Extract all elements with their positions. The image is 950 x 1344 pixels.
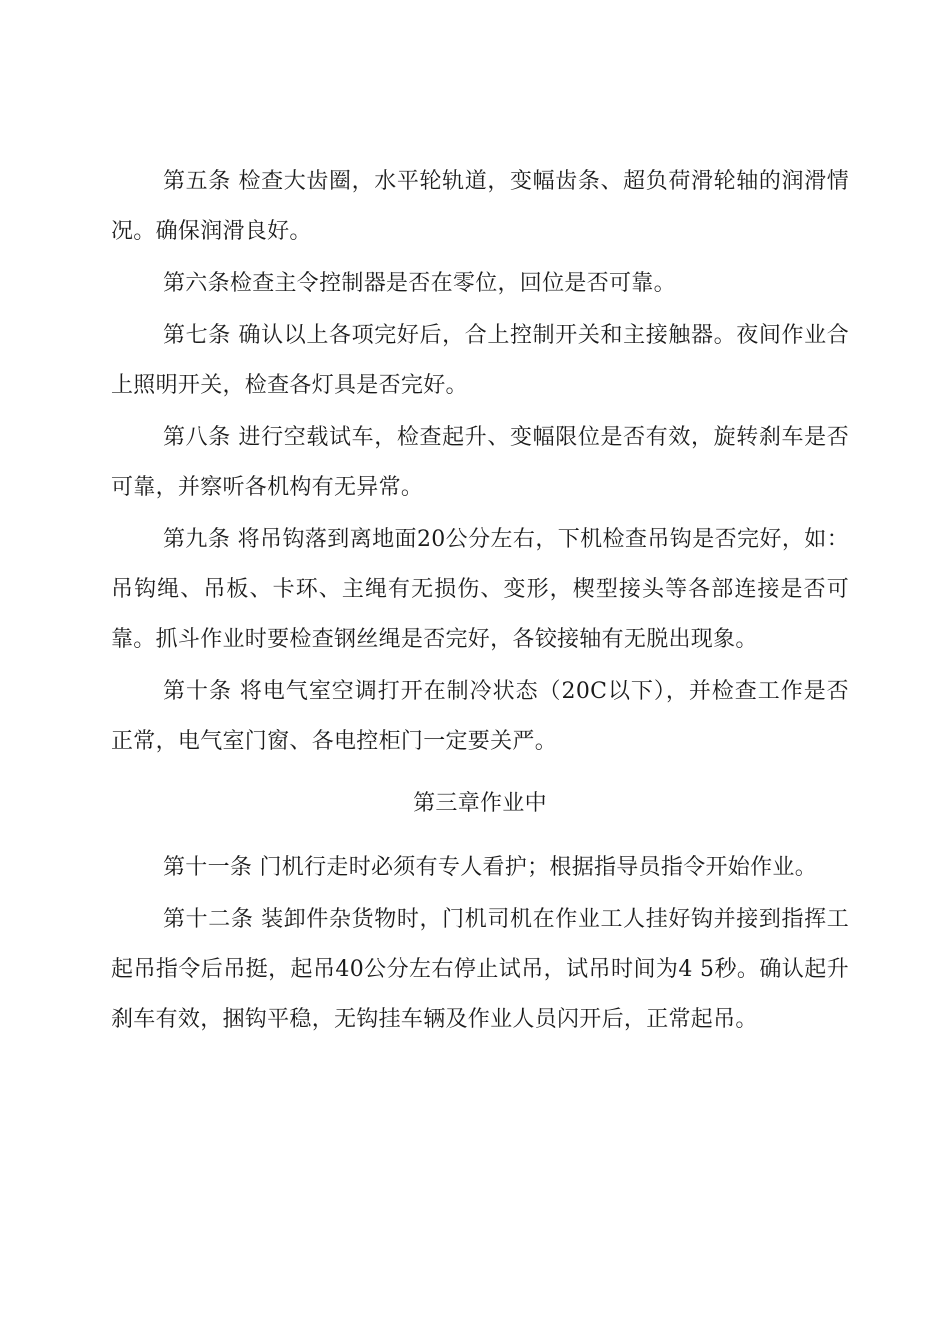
article-8: 第八条 进行空载试车，检查起升、变幅限位是否有效，旋转刹车是否可靠，并察听各机构有无异常。 [111, 425, 849, 500]
document-body [111, 157, 849, 1047]
article-5: 第五条 检查大齿圈，水平轮轨道，变幅齿条、超负荷滑轮轴的润滑情况。确保润滑良好。 [111, 169, 849, 244]
article-11: 第十一条 门机行走时必须有专人看护；根据指导员指令开始作业。 [163, 855, 817, 880]
article-10: 第十条 将电气室空调打开在制冷状态（20C以下），并检查工作是否正常，电气室门窗、各电控柜门一定要关严。 [111, 679, 849, 754]
article-7: 第七条 确认以上各项完好后，合上控制开关和主接触器。夜间作业合上照明开关，检查各灯具是否完好。 [111, 323, 849, 398]
chapter-heading: 第三章作业中 [413, 791, 547, 816]
article-6: 第六条检查主令控制器是否在零位，回位是否可靠。 [163, 271, 676, 296]
article-12: 第十二条 装卸件杂货物时，门机司机在作业工人挂好钩并接到指挥工起吊指令后吊挺，起吊40公分左右停止试吊，试吊时间为4 5秒。确认起升刹车有效，捆钩平稳，无钩挂车辆及作业人员闪开后，正常起吊。 [111, 907, 849, 1032]
article-9: 第九条 将吊钩落到离地面20公分左右，下机检查吊钩是否完好，如：吊钩绳、吊板、卡环、主绳有无损伤、变形，楔型接头等各部连接是否可靠。抓斗作业时要检查钢丝绳是否完好，各铰接轴有无脱出现象。 [111, 527, 849, 652]
